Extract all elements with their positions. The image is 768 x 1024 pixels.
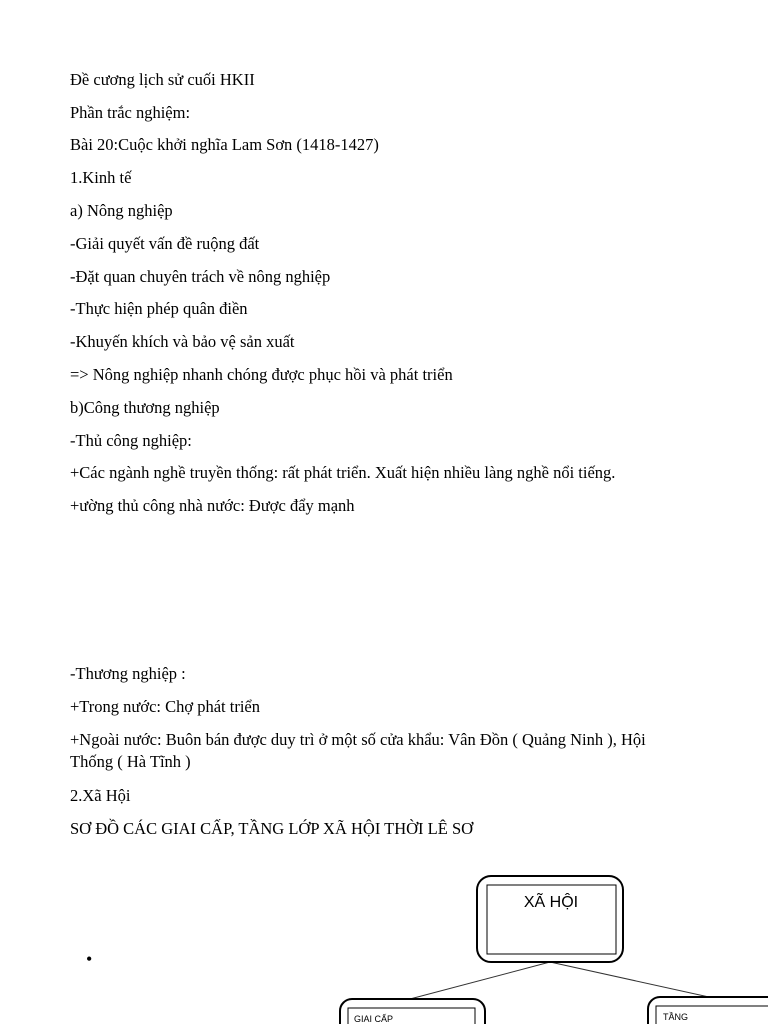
agriculture-conclusion: => Nông nghiệp nhanh chóng được phục hồi và phát triển [70, 365, 453, 384]
diagram-node-root [477, 876, 623, 962]
society-heading: 2.Xã Hội [70, 786, 131, 805]
diagram-node-right [648, 997, 768, 1024]
agriculture-item: -Khuyến khích và bảo vệ sản xuất [70, 332, 295, 351]
bullet-point: • [86, 949, 93, 969]
left-node-label: GIAI CẤP [354, 1014, 394, 1024]
agriculture-item: -Giải quyết vấn đề ruộng đất [70, 234, 260, 253]
agriculture-item: -Đặt quan chuyên trách về nông nghiệp [70, 267, 331, 286]
section-label: Phần trắc nghiệm: [70, 103, 191, 122]
state-workshops-line: +ường thủ công nhà nước: Được đẩy mạnh [70, 496, 355, 515]
traditional-crafts-line: +Các ngành nghề truyền thống: rất phát triển. Xuất hiện nhiều làng nghề nổi tiếng. [70, 463, 616, 482]
commerce-heading: -Thương nghiệp : [70, 664, 186, 683]
industry-commerce-heading: b)Công thương nghiệp [70, 398, 220, 417]
root-node-label: XÃ HỘI [523, 894, 579, 911]
connector-line-left [410, 962, 550, 999]
diagram-node-left [340, 999, 485, 1024]
handicraft-heading: -Thủ công nghiệp: [70, 431, 192, 450]
connector-line-right [550, 962, 718, 999]
economy-heading: 1.Kinh tế [70, 168, 132, 187]
lesson-heading: Bài 20:Cuộc khởi nghĩa Lam Sơn (1418-1427) [70, 135, 379, 154]
right-node-label: TẦNG [663, 1012, 689, 1022]
agriculture-heading: a) Nông nghiệp [70, 201, 173, 220]
agriculture-item: -Thực hiện phép quân điền [70, 299, 248, 318]
document-title: Đề cương lịch sử cuối HKII [70, 70, 255, 89]
domestic-trade-line: +Trong nước: Chợ phát triển [70, 697, 260, 716]
foreign-trade-line: +Ngoài nước: Buôn bán được duy trì ở một số cửa khẩu: Vân Đồn ( Quảng Ninh ), Hội Thống ( Hà Tĩnh ) [70, 730, 646, 771]
diagram-title: SƠ ĐỒ CÁC GIAI CẤP, TẦNG LỚP XÃ HỘI THỜI LÊ SƠ [70, 819, 474, 838]
